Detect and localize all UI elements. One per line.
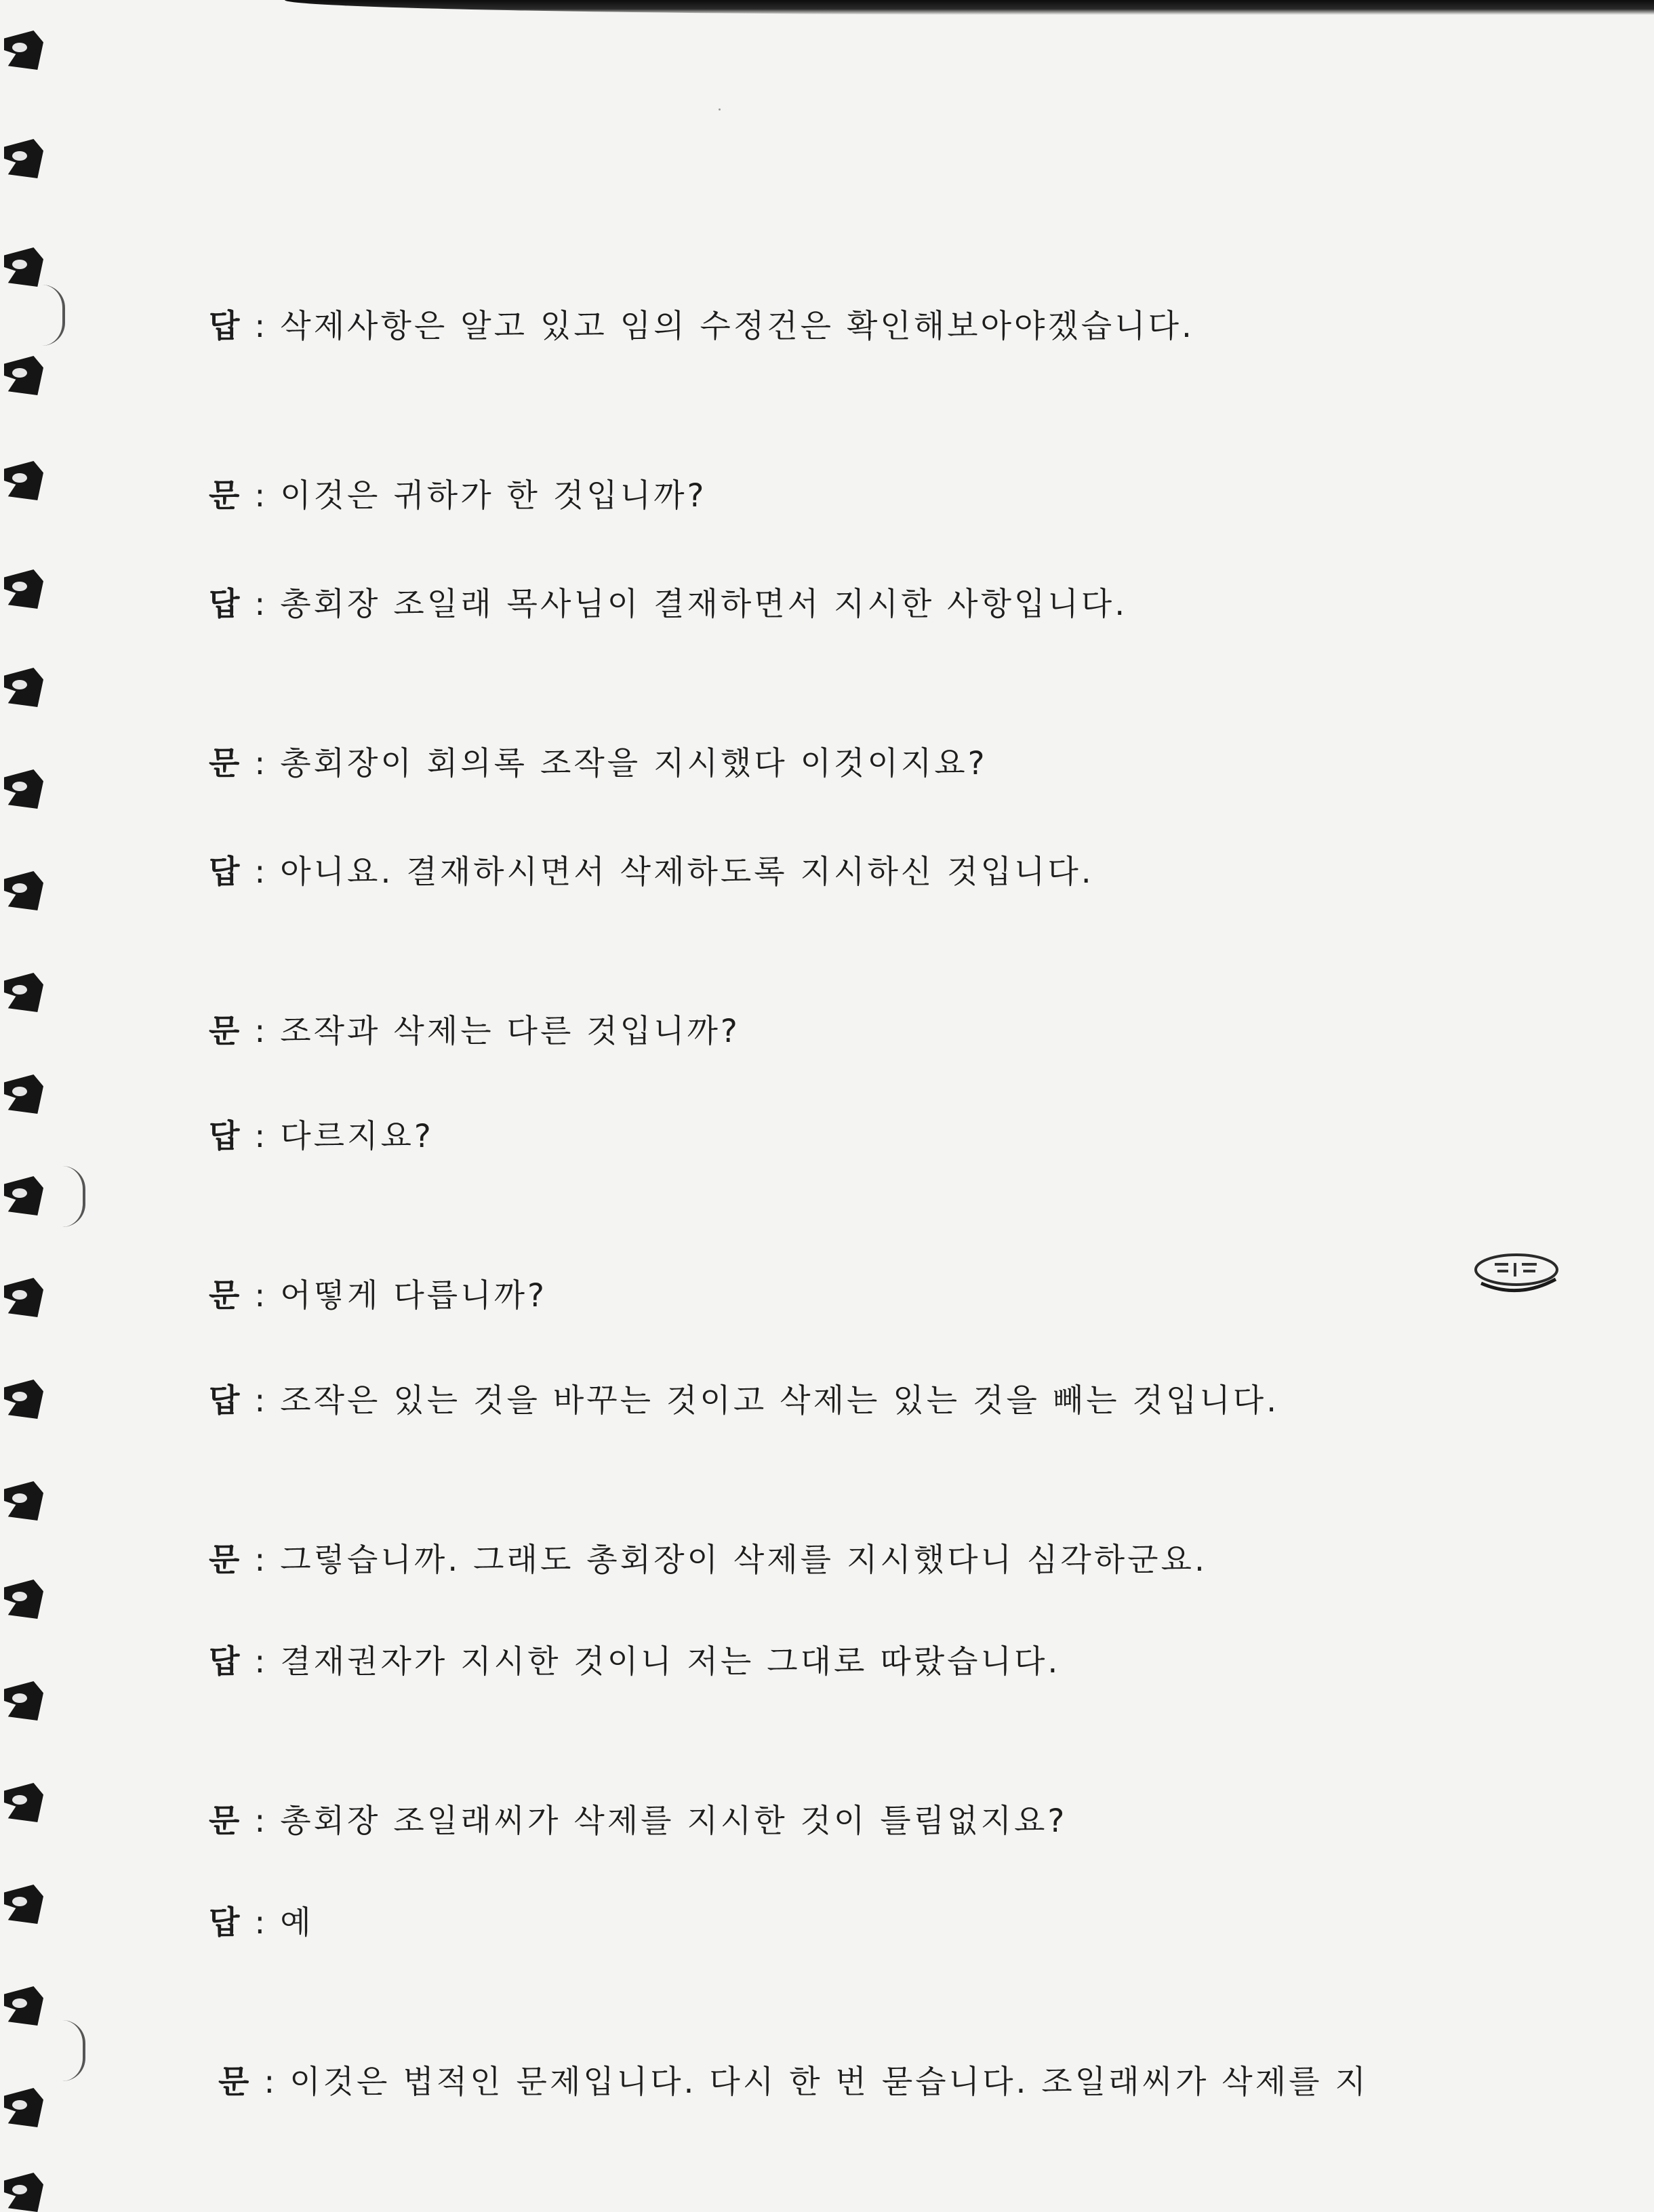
transcript-line <box>209 583 1127 626</box>
binding-ring <box>4 1074 43 1114</box>
binding-bracket <box>62 2020 85 2081</box>
transcript-line <box>209 851 1094 894</box>
separator: : <box>254 1013 268 1050</box>
transcript-line <box>209 1800 1067 1843</box>
line-text: 예 <box>280 1904 314 1942</box>
page-stamp <box>1468 1244 1569 1298</box>
speaker-label: 문 <box>209 1803 243 1840</box>
binding-ring <box>4 1481 43 1521</box>
separator: : <box>254 745 268 782</box>
transcript-line <box>209 1902 314 1945</box>
binding-ring <box>4 356 43 395</box>
separator: : <box>254 853 268 891</box>
transcript-line <box>209 1010 740 1053</box>
speaker-label: 답 <box>209 308 243 345</box>
binding-bracket <box>62 1166 85 1227</box>
line-text: 총회장 조일래 목사님이 결재하면서 지시한 사항입니다. <box>280 586 1128 623</box>
binding-ring <box>4 247 43 287</box>
speaker-label: 답 <box>209 853 243 891</box>
binding-ring <box>4 31 43 70</box>
binding-ring <box>4 2173 43 2212</box>
line-text: 이것은 귀하가 한 것입니까? <box>280 477 707 515</box>
binding-ring <box>4 1580 43 1619</box>
separator: : <box>254 586 268 623</box>
separator: : <box>254 1643 268 1681</box>
line-text: 이것은 법적인 문제입니다. 다시 한 번 묻습니다. 조일래씨가 삭제를 지 <box>289 2064 1369 2101</box>
separator: : <box>254 1277 268 1314</box>
stamp-mark <box>1468 1244 1569 1298</box>
transcript-line <box>209 1539 1207 1582</box>
separator: : <box>254 477 268 515</box>
separator: : <box>254 1803 268 1840</box>
transcript-line <box>209 742 988 786</box>
separator: : <box>254 1904 268 1942</box>
speaker-label: 답 <box>209 1904 243 1942</box>
scan-speck <box>719 108 721 110</box>
page-top-shadow <box>285 0 1654 15</box>
binding-ring <box>4 1380 43 1419</box>
line-text: 총회장이 회의록 조작을 지시했다 이것이지요? <box>280 745 988 782</box>
separator: : <box>254 308 268 345</box>
binding-ring <box>4 1783 43 1822</box>
line-text: 조작과 삭제는 다른 것입니까? <box>280 1013 740 1050</box>
binding-ring <box>4 139 43 178</box>
transcript-line <box>209 305 1194 348</box>
line-text: 조작은 있는 것을 바꾸는 것이고 삭제는 있는 것을 빼는 것입니다. <box>280 1382 1280 1420</box>
speaker-label: 문 <box>209 1013 243 1050</box>
spiral-binding <box>0 0 81 2205</box>
transcript-line <box>209 1115 434 1159</box>
separator: : <box>254 1542 268 1579</box>
binding-ring <box>4 1176 43 1215</box>
line-text: 삭제사항은 알고 있고 임의 수정건은 확인해보아야겠습니다. <box>280 308 1194 345</box>
transcript-line <box>209 1641 1060 1684</box>
transcript-line <box>209 475 706 518</box>
line-text: 다르지요? <box>280 1118 434 1155</box>
line-text: 아니요. 결재하시면서 삭제하도록 지시하신 것입니다. <box>280 853 1094 891</box>
speaker-label: 문 <box>209 477 243 515</box>
line-text: 어떻게 다릅니까? <box>280 1277 547 1314</box>
separator: : <box>264 2064 278 2101</box>
binding-ring <box>4 668 43 707</box>
speaker-label: 답 <box>209 1118 243 1155</box>
binding-ring <box>4 2088 43 2127</box>
binding-ring <box>4 461 43 500</box>
speaker-label: 답 <box>209 1382 243 1420</box>
binding-ring <box>4 973 43 1012</box>
transcript-line <box>209 1274 547 1318</box>
speaker-label: 문 <box>209 745 243 782</box>
speaker-label: 문 <box>209 1542 243 1579</box>
line-text: 총회장 조일래씨가 삭제를 지시한 것이 틀림없지요? <box>280 1803 1068 1840</box>
separator: : <box>254 1118 268 1155</box>
separator: : <box>254 1382 268 1420</box>
transcript-line <box>209 1380 1279 1423</box>
binding-ring <box>4 1986 43 2026</box>
line-text: 결재권자가 지시한 것이니 저는 그대로 따랐습니다. <box>280 1643 1061 1681</box>
binding-ring <box>4 871 43 910</box>
speaker-label: 답 <box>209 1643 243 1681</box>
binding-ring <box>4 1885 43 1924</box>
speaker-label: 문 <box>218 2064 252 2101</box>
binding-ring <box>4 1278 43 1317</box>
binding-ring <box>4 769 43 809</box>
speaker-label: 문 <box>209 1277 243 1314</box>
speaker-label: 답 <box>209 586 243 623</box>
transcript-line <box>218 2061 1369 2104</box>
binding-ring <box>4 1681 43 1721</box>
binding-ring <box>4 569 43 609</box>
line-text: 그렇습니까. 그래도 총회장이 삭제를 지시했다니 심각하군요. <box>280 1542 1207 1579</box>
